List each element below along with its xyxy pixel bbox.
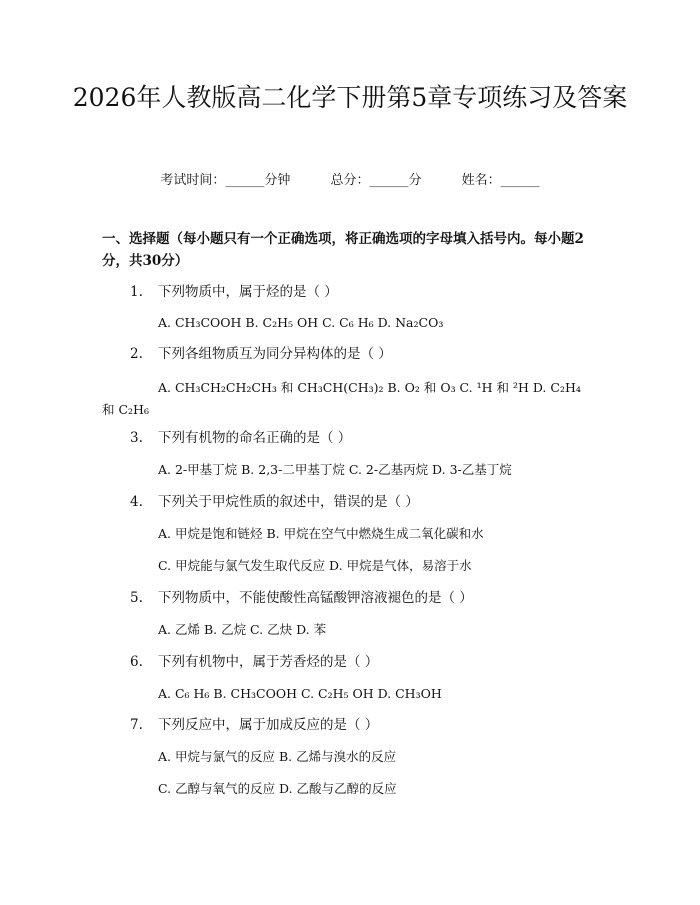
question-7-options-line-1: A. 甲烷与氯气的反应 B. 乙烯与溴水的反应 (158, 749, 397, 764)
question-2-options: A. CH₃CH₂CH₂CH₃ 和 CH₃CH(CH₃)₂ B. O₂ 和 O₃ C. ¹H 和 ²H D. C₂H₄ 和 C₂H₆ (102, 380, 581, 417)
student-name-field: 姓名：______ (461, 173, 540, 188)
question-text: 下列关于甲烷性质的叙述中，错误的是（ ） (158, 494, 419, 510)
question-1 (130, 283, 600, 301)
question-number: 3. (130, 430, 143, 446)
question-4-options-line-1: A. 甲烷是饱和链烃 B. 甲烷在空气中燃烧生成二氧化碳和水 (158, 526, 484, 541)
exam-time-field: 考试时间：______分钟 (160, 173, 291, 188)
question-text: 下列反应中，属于加成反应的是（ ） (158, 717, 379, 733)
question-3 (130, 429, 600, 447)
question-5-options: A. 乙烯 B. 乙烷 C. 乙炔 D. 苯 (158, 622, 327, 637)
question-6 (130, 653, 600, 671)
question-6-options: A. C₆ H₆ B. CH₃COOH C. C₂H₅ OH D. CH₃OH (158, 686, 442, 701)
question-5 (130, 589, 600, 607)
question-number: 1. (130, 284, 143, 300)
page-title: 2026年人教版高二化学下册第5章专项练习及答案 (72, 83, 628, 112)
question-number: 5. (130, 590, 143, 606)
question-3-options: A. 2-甲基丁烷 B. 2,3-二甲基丁烷 C. 2-乙基丙烷 D. 3-乙基丁烷 (158, 462, 512, 477)
question-text: 下列物质中，不能使酸性高锰酸钾溶液褪色的是（ ） (158, 590, 473, 606)
question-1-options: A. CH₃COOH B. C₂H₅ OH C. C₆ H₆ D. Na₂CO₃ (158, 315, 444, 330)
question-7 (130, 716, 600, 734)
question-text: 下列物质中，属于烃的是（ ） (158, 284, 338, 300)
question-number: 4. (130, 494, 143, 510)
question-4-options-line-2: C. 甲烷能与氯气发生取代反应 D. 甲烷是气体，易溶于水 (158, 558, 472, 573)
question-number: 7. (130, 717, 143, 733)
exam-meta (0, 169, 700, 188)
total-score-field: 总分：______分 (330, 173, 422, 188)
question-text: 下列有机物的命名正确的是（ ） (158, 430, 352, 446)
question-text: 下列有机物中，属于芳香烃的是（ ） (158, 654, 379, 670)
question-4 (130, 493, 600, 511)
question-7-options-line-2: C. 乙醇与氧气的反应 D. 乙酸与乙醇的反应 (158, 781, 397, 796)
question-number: 6. (130, 654, 143, 670)
section-heading: 一、选择题（每小题只有一个正确选项，将正确选项的字母填入括号内。每小题2分，共30分） (102, 231, 584, 269)
question-number: 2. (130, 346, 143, 362)
question-2 (130, 345, 600, 363)
question-text: 下列各组物质互为同分异构体的是（ ） (158, 346, 392, 362)
